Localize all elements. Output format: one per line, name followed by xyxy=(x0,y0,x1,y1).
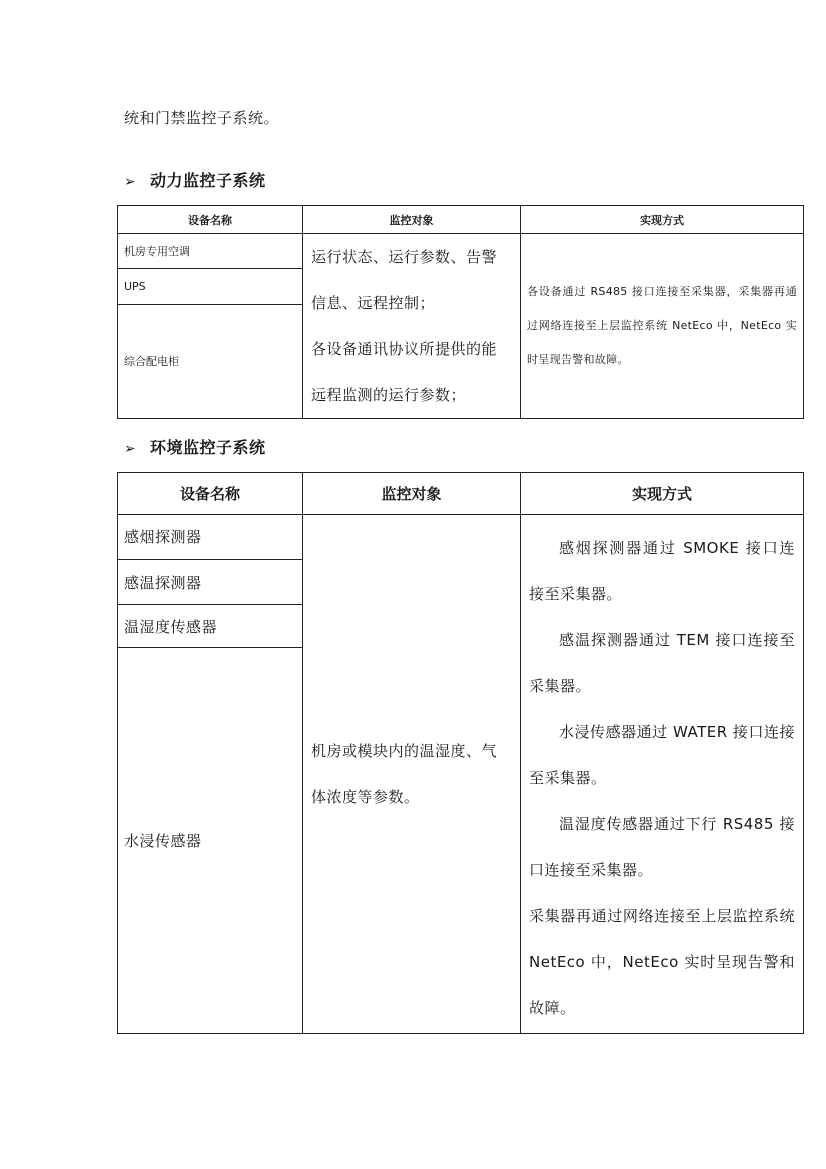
object-line: 运行状态、运行参数、告警信息、远程控制； xyxy=(311,248,498,312)
object-line: 各设备通讯协议所提供的能远程监测的运行参数； xyxy=(311,340,498,404)
method-cell xyxy=(521,515,804,1034)
section-title: 环境监控子系统 xyxy=(150,438,266,457)
method-cell: 各设备通过 RS485 接口连接至采集器，采集器再通过网络连接至上层监控系统 NetEco 中，NetEco 实时呈现告警和故障。 xyxy=(521,234,804,419)
power-monitoring-table xyxy=(117,205,804,419)
method-line: 温湿度传感器通过下行 RS485 接口连接至采集器。 xyxy=(529,815,795,879)
table-row xyxy=(118,234,804,269)
monitor-object-cell: 机房或模块内的温湿度、气体浓度等参数。 xyxy=(303,515,521,1034)
header-monitor-object: 监控对象 xyxy=(303,206,521,234)
section-title: 动力监控子系统 xyxy=(150,171,266,190)
table-header-row xyxy=(118,206,804,234)
header-device-name: 设备名称 xyxy=(118,206,303,234)
device-cell: UPS xyxy=(118,269,303,304)
header-device-name: 设备名称 xyxy=(118,473,303,515)
device-cell: 机房专用空调 xyxy=(118,234,303,269)
arrow-bullet-icon: ➢ xyxy=(124,174,137,190)
method-line: 水浸传感器通过 WATER 接口连接至采集器。 xyxy=(529,723,795,787)
arrow-bullet-icon: ➢ xyxy=(124,441,137,457)
intro-text: 统和门禁监控子系统。 xyxy=(124,109,280,127)
method-line: 感烟探测器通过 SMOKE 接口连接至采集器。 xyxy=(529,539,795,603)
method-summary: 采集器再通过网络连接至上层监控系统 NetEco 中，NetEco 实时呈现告警和故障。 xyxy=(529,907,795,1017)
table-row xyxy=(118,515,804,560)
monitor-object-cell xyxy=(303,234,521,419)
table-header-row xyxy=(118,473,804,515)
section-heading-power xyxy=(124,168,266,191)
header-method: 实现方式 xyxy=(521,473,804,515)
header-method: 实现方式 xyxy=(521,206,804,234)
method-line: 感温探测器通过 TEM 接口连接至采集器。 xyxy=(529,631,795,695)
header-monitor-object: 监控对象 xyxy=(303,473,521,515)
device-cell: 感温探测器 xyxy=(118,559,303,605)
device-cell: 水浸传感器 xyxy=(118,648,303,1034)
device-cell: 温湿度传感器 xyxy=(118,605,303,648)
environment-monitoring-table xyxy=(117,472,804,1034)
device-cell: 综合配电柜 xyxy=(118,304,303,418)
section-heading-environment xyxy=(124,435,266,458)
device-cell: 感烟探测器 xyxy=(118,515,303,560)
